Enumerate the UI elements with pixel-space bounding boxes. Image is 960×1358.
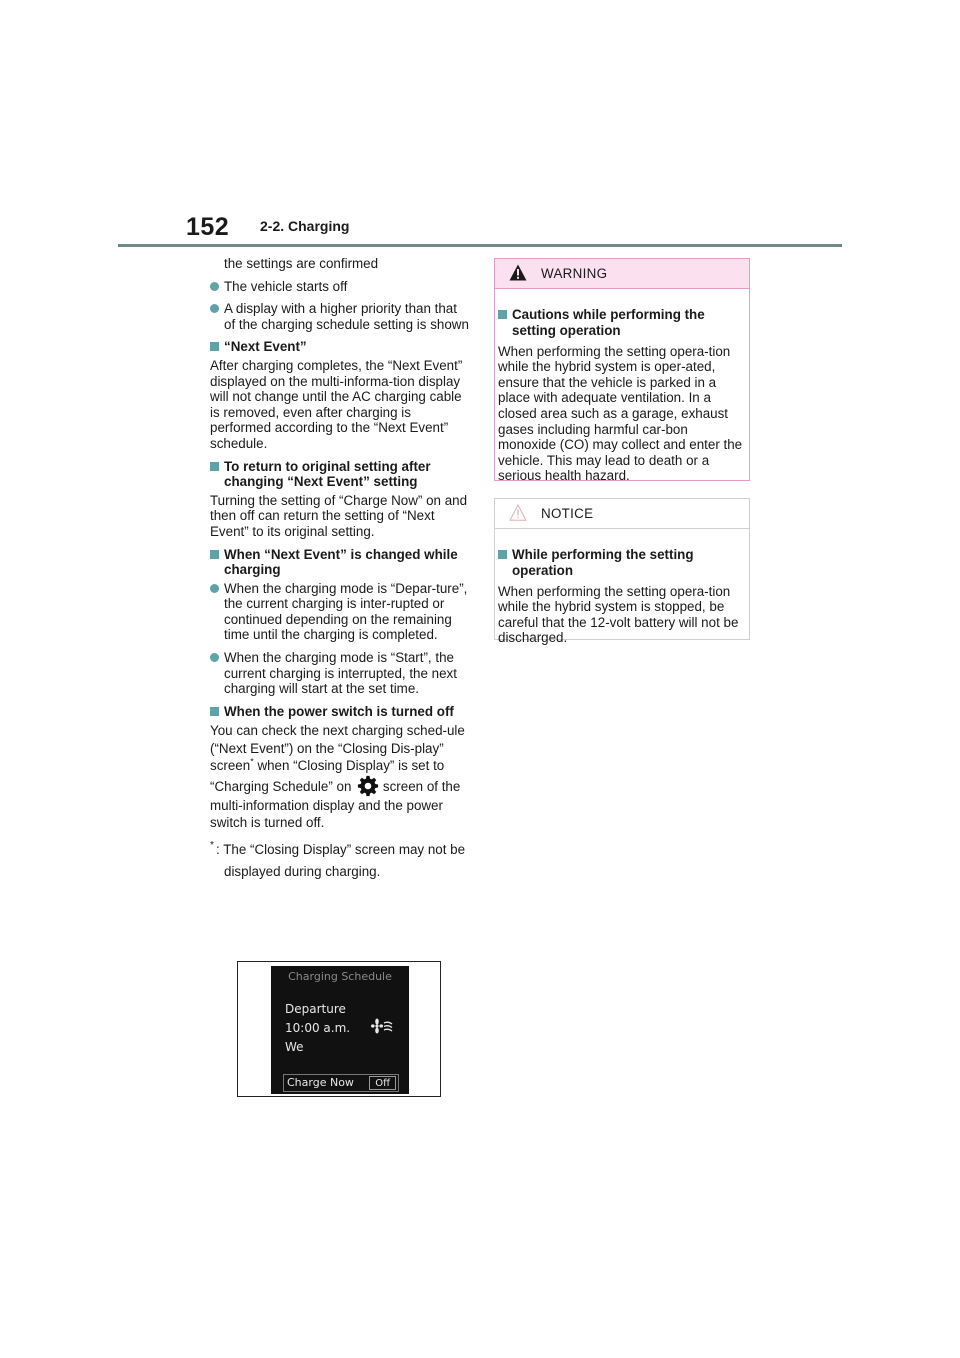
charge-now-button bbox=[283, 1074, 399, 1092]
charge-now-label: Charge Now bbox=[287, 1076, 354, 1089]
page-number: 152 bbox=[186, 213, 230, 241]
notice-title: NOTICE bbox=[541, 506, 594, 521]
display-screen bbox=[271, 966, 409, 1094]
bullet-icon bbox=[210, 653, 219, 662]
paragraph: You can check the next charging sched-ule (“Next Event”) on the “Closing Dis-play” screen* when “Closing Display” is set to “Charging Schedule” on screen of the multi-information display and the power switch is turned off. bbox=[210, 723, 465, 831]
warning-title: WARNING bbox=[541, 266, 608, 281]
warning-triangle-icon bbox=[509, 264, 527, 281]
gear-icon bbox=[357, 775, 379, 797]
square-bullet-icon bbox=[210, 550, 219, 559]
charge-now-state: Off bbox=[369, 1076, 396, 1090]
subheading-power-off: When the power switch is turned off bbox=[210, 704, 470, 720]
warning-text: When performing the setting opera-tion while the hybrid system is oper-ated, ensure that the vehicle is parked in a place with adequate ventilation. In a closed area such as a garage, exhaust gases including harmful car-bon monoxide (CO) may collect and enter the vehicle. This may lead to death or a serious health hazard. bbox=[498, 343, 743, 484]
climate-fan-icon bbox=[371, 1017, 393, 1035]
bullet-icon bbox=[210, 304, 219, 313]
paragraph: After charging completes, the “Next Event” displayed on the multi-informa-tion display will not change until the AC charging cable is removed, even after charging is performed according to the “Next Event” schedule. bbox=[210, 357, 463, 451]
bullet-icon bbox=[210, 282, 219, 291]
square-bullet-icon bbox=[498, 310, 507, 319]
mode-label: Departure bbox=[285, 1002, 346, 1016]
screen-illustration bbox=[237, 961, 441, 1097]
list-item: When the charging mode is “Start”, the current charging is interrupted, the next charging will start at the set time. bbox=[210, 650, 470, 697]
screen-title: Charging Schedule bbox=[288, 970, 392, 983]
subheading-next-event: “Next Event” bbox=[210, 339, 470, 355]
bullet-icon bbox=[210, 584, 219, 593]
square-bullet-icon bbox=[498, 550, 507, 559]
notice-triangle-icon bbox=[509, 504, 527, 521]
header-rule bbox=[118, 244, 842, 247]
square-bullet-icon bbox=[210, 707, 219, 716]
notice-box bbox=[494, 498, 750, 646]
square-bullet-icon bbox=[210, 462, 219, 471]
warning-header bbox=[495, 259, 749, 289]
list-item: When the charging mode is “Depar-ture”, the current charging is inter-rupted or continued depending on the remaining time until the charging is completed. bbox=[210, 581, 470, 643]
list-item: A display with a higher priority than that of the charging schedule setting is shown bbox=[210, 301, 470, 332]
section-title: 2-2. Charging bbox=[260, 218, 350, 234]
warning-box bbox=[494, 258, 750, 484]
paragraph: Turning the setting of “Charge Now” on and then off can return the setting of “Next Event” to its original setting. bbox=[210, 492, 468, 539]
day-label: We bbox=[285, 1040, 304, 1054]
footnote-mark: * bbox=[210, 839, 214, 851]
time-label: 10:00 a.m. bbox=[285, 1021, 351, 1035]
continuation-text: the settings are confirmed bbox=[224, 256, 379, 271]
left-column bbox=[210, 256, 470, 883]
notice-text: When performing the setting opera-tion while the hybrid system is stopped, be careful that the 12-volt battery will not be discharged. bbox=[498, 583, 739, 646]
footnote-mark: * bbox=[250, 756, 254, 767]
subheading-return-setting: To return to original setting after changing “Next Event” setting bbox=[210, 459, 470, 490]
subheading-changed-while-charging: When “Next Event” is changed while charging bbox=[210, 547, 470, 578]
notice-body bbox=[495, 529, 749, 646]
footnote: * : The “Closing Display” screen may not be displayed during charging. bbox=[210, 839, 470, 883]
notice-heading: While performing the setting operation bbox=[498, 547, 746, 578]
square-bullet-icon bbox=[210, 342, 219, 351]
list-item: The vehicle starts off bbox=[210, 279, 470, 295]
warning-heading: Cautions while performing the setting operation bbox=[498, 307, 746, 338]
warning-body bbox=[495, 289, 749, 484]
notice-header bbox=[495, 499, 749, 529]
